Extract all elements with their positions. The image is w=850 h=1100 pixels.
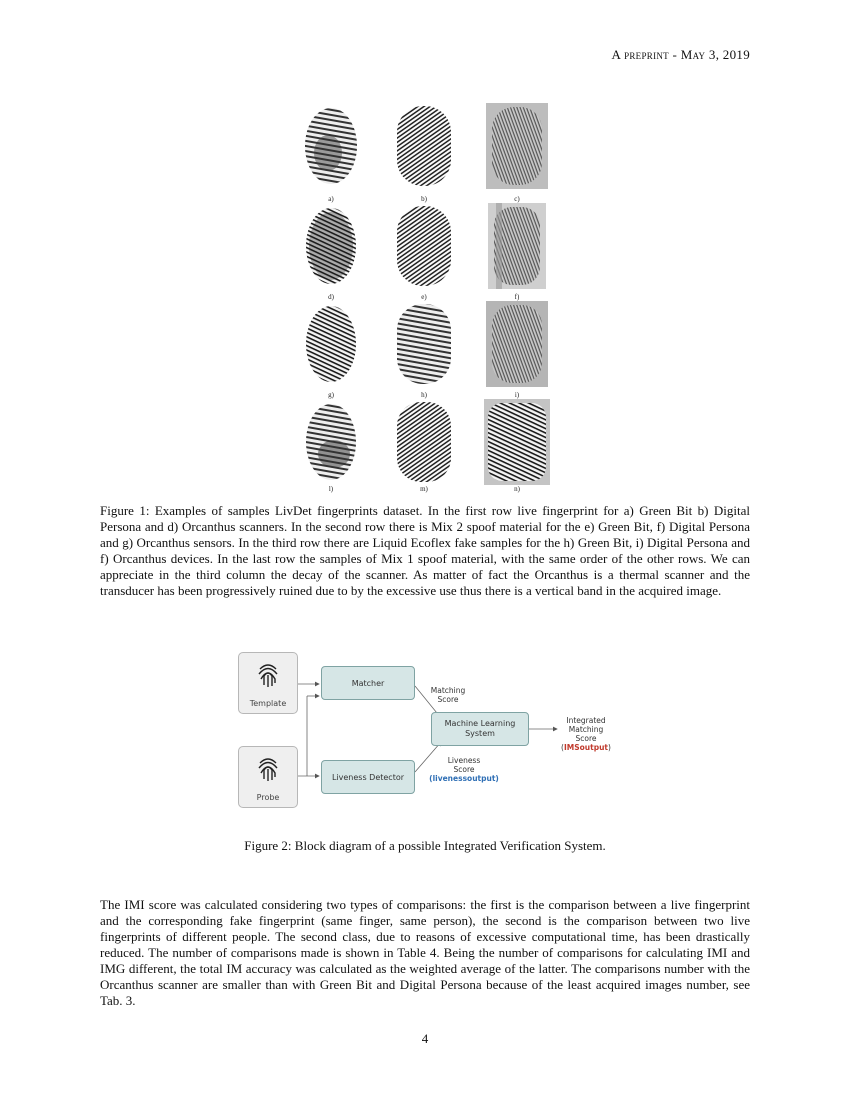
ml-system-label-line1: Machine Learning (444, 719, 516, 728)
body-paragraph: The IMI score was calculated considering two types of comparisons: the first is the comparison between a live fingerprint and the corresponding fake fingerprint (same finger, same person), the second is the comparison between two live fingerprints of different people. The second class, due to reasons of excessive computational time, has been drastically reduced. The number of comparisons made is shown in Table 4. Being the number of comparisons for calculating IMI and IMG different, the total IM accuracy was calculated as the weighted average of the latter. The comparisons number with the Orcanthus scanner are smaller than with Green Bit and Digital Persona because of the least acquired images number, see Tab. 3. (100, 897, 750, 1008)
label-d: d) (328, 293, 334, 301)
figure-1-caption: Figure 1: Examples of samples LivDet fingerprints dataset. In the first row live fingerprint for a) Green Bit b) Digital Persona and d) Orcanthus scanners. In the second row there is Mix 2 spoof material for the e) Green Bit, f) Digital Persona and g) Orcanthus sensors. In the third row there are Liquid Ecoflex fake samples for the h) Green Bit, i) Digital Persona and f) Orcanthus devices. In the last row the samples of Mix 1 spoof material, with the same order of the other rows. We can appreciate in the third column the decay of the scanner. As matter of fact the Orcanthus is a thermal scanner and the transducer has been progressively ruined due to by the excessive use thus there is a vertical band in the acquired image. (100, 503, 750, 598)
template-label: Template (249, 699, 287, 708)
fingerprint-sample-f (484, 203, 550, 289)
fingerprint-sample-d (298, 203, 364, 289)
liveness-detector-block (321, 760, 415, 794)
fingerprint-sample-g (298, 301, 364, 387)
ims-output-line (555, 743, 617, 752)
matching-score-line2: Score (437, 695, 459, 704)
header-preprint: A preprint (611, 47, 669, 62)
integrated-line3: Score (575, 734, 597, 743)
label-a: a) (328, 195, 334, 203)
label-l: l) (328, 485, 334, 493)
fingerprint-sample-i (484, 301, 550, 387)
fingerprint-icon (256, 661, 280, 693)
ml-system-block (431, 712, 529, 746)
label-n: n) (514, 485, 520, 493)
fingerprint-sample-n (484, 399, 550, 485)
liveness-detector-label: Liveness Detector (331, 772, 405, 782)
ims-output-label: IMSoutput (563, 743, 609, 752)
label-g: g) (328, 391, 334, 399)
fingerprint-sample-m (391, 399, 457, 485)
running-header (612, 47, 750, 63)
integrated-score-label (555, 716, 617, 752)
liveness-output-label: (livenessoutput) (429, 774, 499, 783)
label-b: b) (421, 195, 427, 203)
liveness-score-line1: Liveness (447, 756, 481, 765)
fingerprint-sample-e (391, 203, 457, 289)
figure-2-caption: Figure 2: Block diagram of a possible Integrated Verification System. (244, 838, 606, 853)
liveness-score-label (419, 756, 509, 783)
matching-score-label (423, 686, 473, 704)
matcher-block (321, 666, 415, 700)
header-date: - May 3, 2019 (668, 47, 750, 62)
integrated-line2: Matching (568, 725, 604, 734)
probe-tile (238, 746, 298, 808)
fingerprint-sample-h (391, 301, 457, 387)
label-h: h) (421, 391, 427, 399)
ims-paren-close: ) (608, 743, 611, 752)
fingerprint-icon (256, 755, 280, 787)
fingerprint-sample-a (298, 103, 364, 189)
fingerprint-sample-b (391, 103, 457, 189)
ml-system-label-line2: System (465, 729, 495, 738)
template-tile (238, 652, 298, 714)
label-m: m) (420, 485, 428, 493)
matcher-label: Matcher (351, 678, 385, 688)
fingerprint-sample-c (484, 103, 550, 189)
label-c: c) (514, 195, 520, 203)
matching-score-line1: Matching (430, 686, 466, 695)
page-number: 4 (421, 1031, 429, 1046)
figure-2-block-diagram (235, 648, 630, 813)
fingerprint-sample-l (298, 399, 364, 485)
integrated-line1: Integrated (566, 716, 606, 725)
liveness-score-line2: Score (453, 765, 475, 774)
label-i: i) (514, 391, 520, 399)
label-e: e) (421, 293, 427, 301)
ims-paren-open: ( (561, 743, 564, 752)
label-f: f) (514, 293, 520, 301)
figure-1-fingerprint-grid (298, 103, 558, 493)
probe-label: Probe (256, 793, 280, 802)
